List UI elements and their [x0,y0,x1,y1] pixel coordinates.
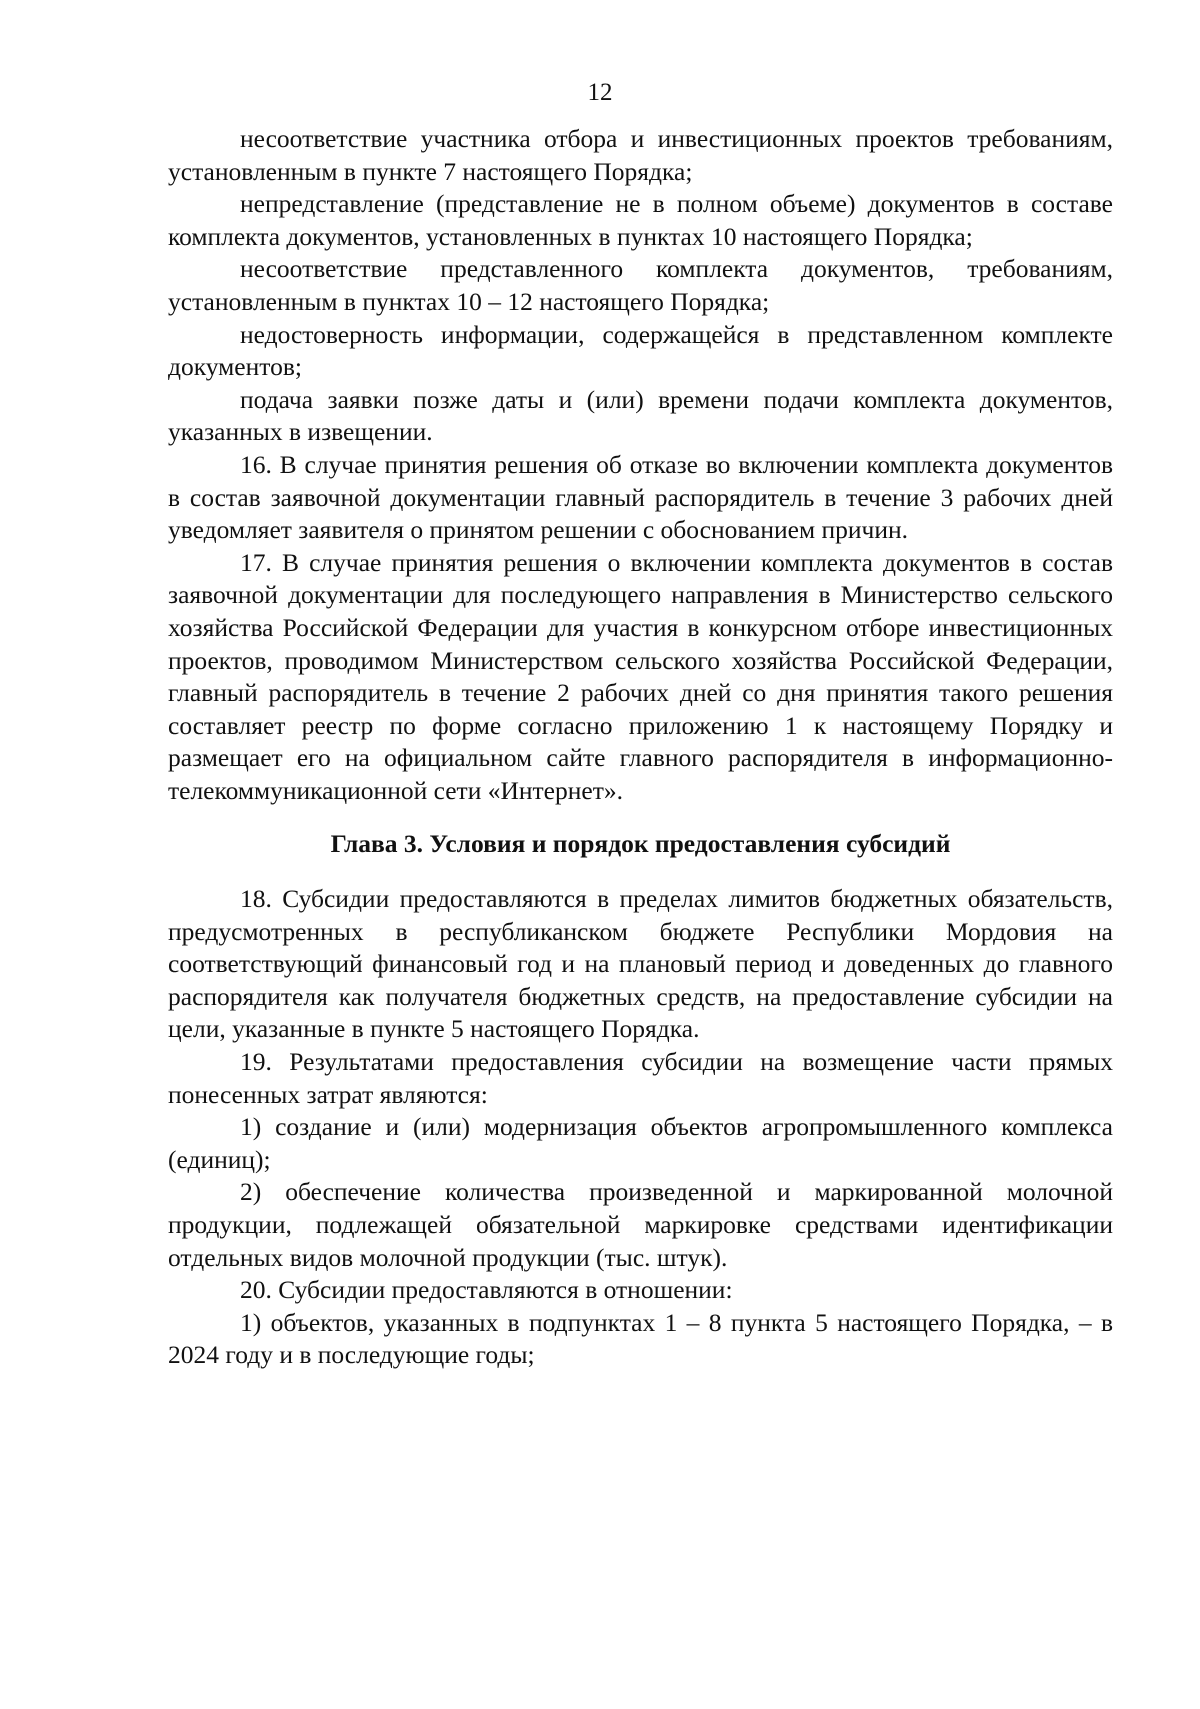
paragraph-nonsubmission: непредставление (представление не в полном объеме) документов в составе комплекта документов, установленных в пунктах 10 настоящего Порядка; [168,189,1113,251]
page-number: 12 [587,79,613,106]
paragraph-item-20-1: 1) объектов, указанных в подпунктах 1 – 8 пункта 5 настоящего Порядка, – в 2024 году и в последующие годы; [168,1307,1113,1370]
paragraph-item-18: 18. Субсидии предоставляются в пределах лимитов бюджетных обязательств, предусмотренных в республиканском бюджете Республики Мордовия на соответствующий финансовый год и на плановый период и доведенных до главного распорядителя как получателя бюджетных средств, на предоставление субсидии на цели, указанные в пункте 5 настоящего Порядка. [168,884,1113,1044]
paragraph-item-19: 19. Результатами предоставления субсидии на возмещение части прямых понесенных затрат являются: [168,1047,1113,1109]
paragraph-item-19-2: 2) обеспечение количества произведенной и маркированной молочной продукции, подлежащей обязательной маркировке средствами идентификации отдельных видов молочной продукции (тыс. штук). [168,1177,1113,1272]
paragraph-package-noncompliance: несоответствие представленного комплекта документов, требованиям, установленным в пунктах 10 – 12 настоящего Порядка; [168,254,1113,316]
paragraph-item-20: 20. Субсидии предоставляются в отношении: [240,1275,733,1305]
document-body [168,123,1113,1372]
paragraph-unreliable-info: недостоверность информации, содержащейся в представленном комплекте документов; [168,319,1113,382]
paragraph-item-19-1: 1) создание и (или) модернизация объектов агропромышленного комплекса (единиц); [168,1112,1113,1174]
paragraph-item-17: 17. В случае принятия решения о включении комплекта документов в состав заявочной документации для последующего направления в Министерство сельского хозяйства Российской Федерации для участия в конкурсном отборе инвестиционных проектов, проводимом Министерством сельского хозяйства Российской Федерации, главный распорядитель в течение 2 рабочих дней со дня принятия такого решения составляет реестр по форме согласно приложению 1 к настоящему Порядку и размещает его на официальном сайте главного распорядителя в информационно-телекоммуникационной сети «Интернет». [168,547,1113,805]
paragraph-item-16: 16. В случае принятия решения об отказе во включении комплекта документов в состав заявочной документации главный распорядитель в течение 3 рабочих дней уведомляет заявителя о принятом решении с обоснованием причин. [168,449,1113,545]
paragraph-noncompliance: несоответствие участника отбора и инвестиционных проектов требованиям, установленным в пункте 7 настоящего Порядка; [168,124,1113,186]
chapter-heading: Глава 3. Условия и порядок предоставления субсидий [330,829,951,859]
paragraph-late-submission: подача заявки позже даты и (или) времени подачи комплекта документов, указанных в извещении. [168,384,1113,447]
